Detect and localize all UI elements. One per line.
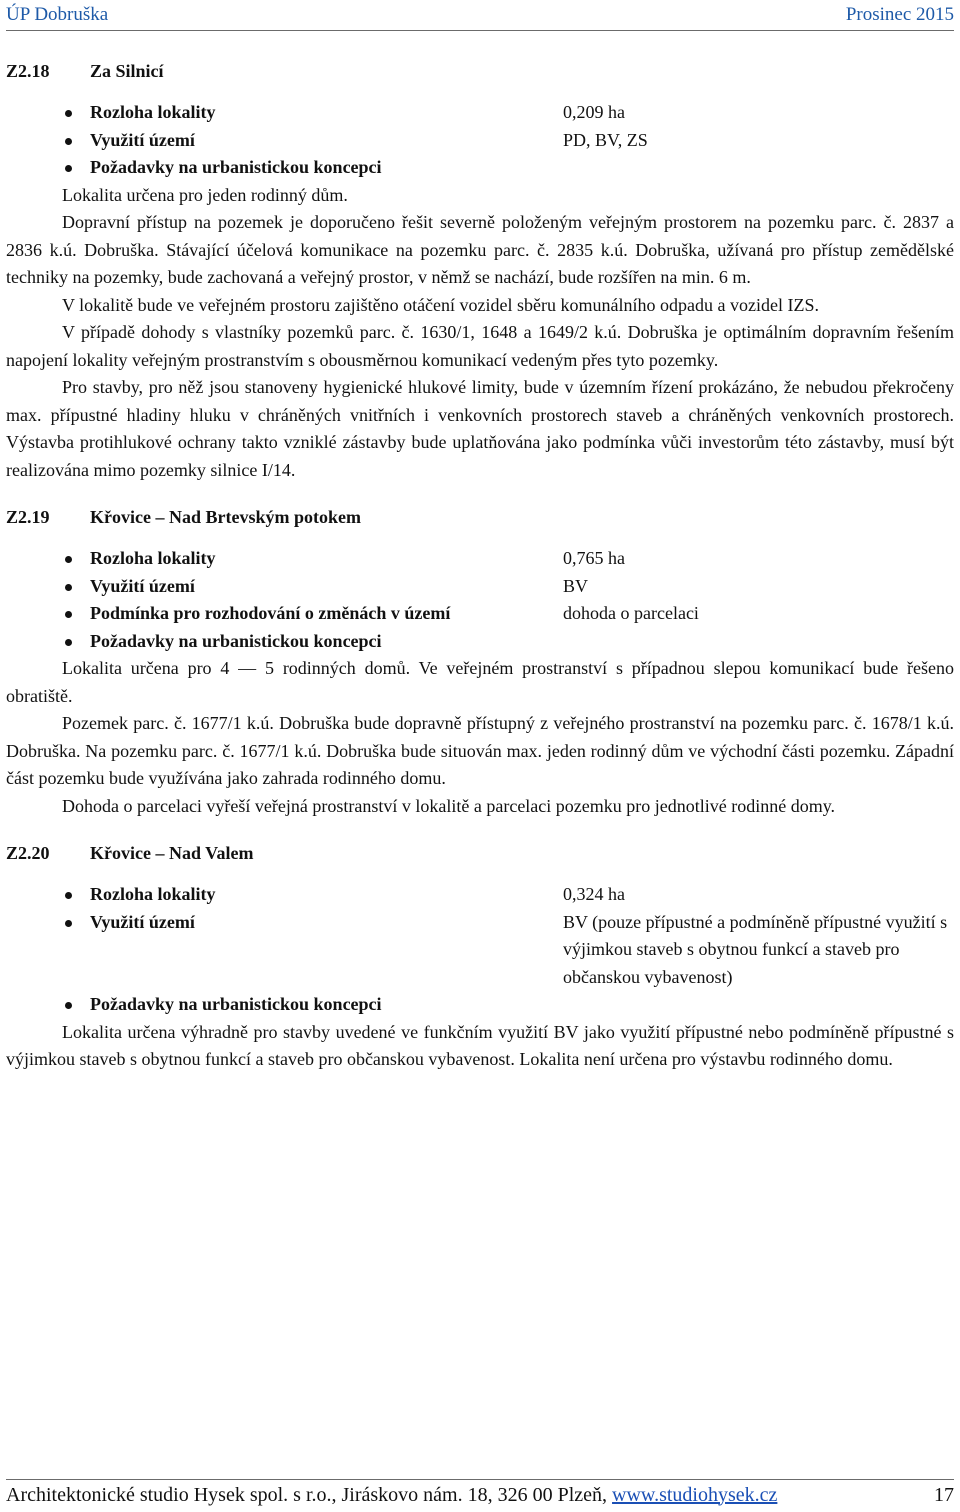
section-number: Z2.18 [6,60,50,81]
paragraph: Pozemek parc. č. 1677/1 k.ú. Dobruška bude dopravně přístupný z veřejného prostranství na pozemku parc. č. 1678/1 k.ú. Dobruška. Na pozemku parc. č. 1677/1 k.ú. Dobruška bude situován max. jeden rodinný dům ve východní části pozemku. Západní část pozemku bude využívána jako zahrada rodinného domu. [6,713,954,788]
page-footer [6,1479,954,1510]
paragraph: Dopravní přístup na pozemek je doporučeno řešit severně položeným veřejným prostorem na pozemku parc. č. 2837 a 2836 k.ú. Dobruška. Stávající účelová komunikace na pozemku parc. č. 2835 k.ú. Dobruška, užívaná pro přístup zemědělské techniky na pozemky, bude zachovaná a veřejný prostor, v němž se nachází, bude rozšířen na min. 6 m. [6,212,954,287]
section-z2-20 [6,838,954,1074]
paragraph: V případě dohody s vlastníky pozemků parc. č. 1630/1, 1648 a 1649/2 k.ú. Dobruška je optimálním dopravním řešením napojení lokality veřejným prostranstvím s obousměrnou komunikací vedeným přes tyto pozemky. [6,322,954,370]
list-item: Rozloha lokality 0,324 ha [6,881,954,909]
header-date: Prosinec 2015 [845,4,954,25]
page-header [6,0,954,31]
parameter-list [6,99,954,182]
list-item: Rozloha lokality 0,765 ha [6,545,954,573]
list-item: Využití území PD, BV, ZS [6,127,954,155]
paragraph: Lokalita určena pro 4 — 5 rodinných domů. Ve veřejném prostranství s případnou slepou komunikací bude řešeno obratiště. [6,658,954,706]
footer-address [6,1484,777,1507]
paragraph: Dohoda o parcelaci vyřeší veřejná prostranství v lokalitě a parcelaci pozemku pro jednotlivé rodinné domy. [62,795,836,816]
footer-website-link[interactable]: www.studiohysek.cz [612,1483,778,1506]
paragraph: V lokalitě bude ve veřejném prostoru zajištěno otáčení vozidel sběru komunálního odpadu a vozidel IZS. [62,294,819,315]
section-number: Z2.20 [6,842,50,863]
list-item: Požadavky na urbanistickou koncepci [6,991,954,1019]
parameter-list [6,881,954,1019]
paragraph: Lokalita určena výhradně pro stavby uvedené ve funkčním využití BV jako využití přípustné nebo podmíněně přípustné s výjimkou staveb s obytnou funkcí a staveb pro občanskou vybavenost. Lokalita není určena pro výstavbu rodinného domu. [6,1021,954,1069]
list-item: Požadavky na urbanistickou koncepci [6,628,954,656]
section-spacer [6,820,954,838]
section-heading [6,502,954,533]
list-item: Rozloha lokality 0,209 ha [6,99,954,127]
section-title: Křovice – Nad Brtevským potokem [90,506,361,527]
section-z2-19 [6,502,954,820]
section-heading [6,838,954,869]
document-body [6,56,954,1074]
footer-company-text: Architektonické studio Hysek spol. s r.o., Jiráskovo nám. 18, 326 00 Plzeň, [6,1483,608,1506]
page-number: 17 [934,1483,954,1506]
parameter-list [6,545,954,655]
header-document-title: ÚP Dobruška [6,4,109,25]
list-item: Využití území BV [6,573,954,601]
section-spacer [6,484,954,502]
section-z2-18 [6,56,954,484]
paragraph: Lokalita určena pro jeden rodinný dům. [62,184,348,205]
paragraph: Pro stavby, pro něž jsou stanoveny hygienické hlukové limity, bude v územním řízení prokázáno, že nebudou překročeny max. přípustné hladiny hluku v chráněných vnitřních i venkovních prostorech staveb a chráněných venkovních prostorech. Výstavba protihlukové ochrany takto vzniklé zástavby bude uplatňována jako podmínka vůči investorům této zástavby, musí být realizována mimo pozemky silnice I/14. [6,377,954,480]
section-title: Křovice – Nad Valem [90,842,254,863]
list-item: Podmínka pro rozhodování o změnách v území dohoda o parcelaci [6,600,954,628]
list-item: Požadavky na urbanistickou koncepci [6,154,954,182]
list-item: Využití území BV (pouze přípustné a podmíněně přípustné využití s výjimkou staveb s obytnou funkcí a staveb pro občanskou vybavenost) [6,909,954,992]
section-heading [6,56,954,87]
section-title: Za Silnicí [90,60,164,81]
section-number: Z2.19 [6,506,50,527]
